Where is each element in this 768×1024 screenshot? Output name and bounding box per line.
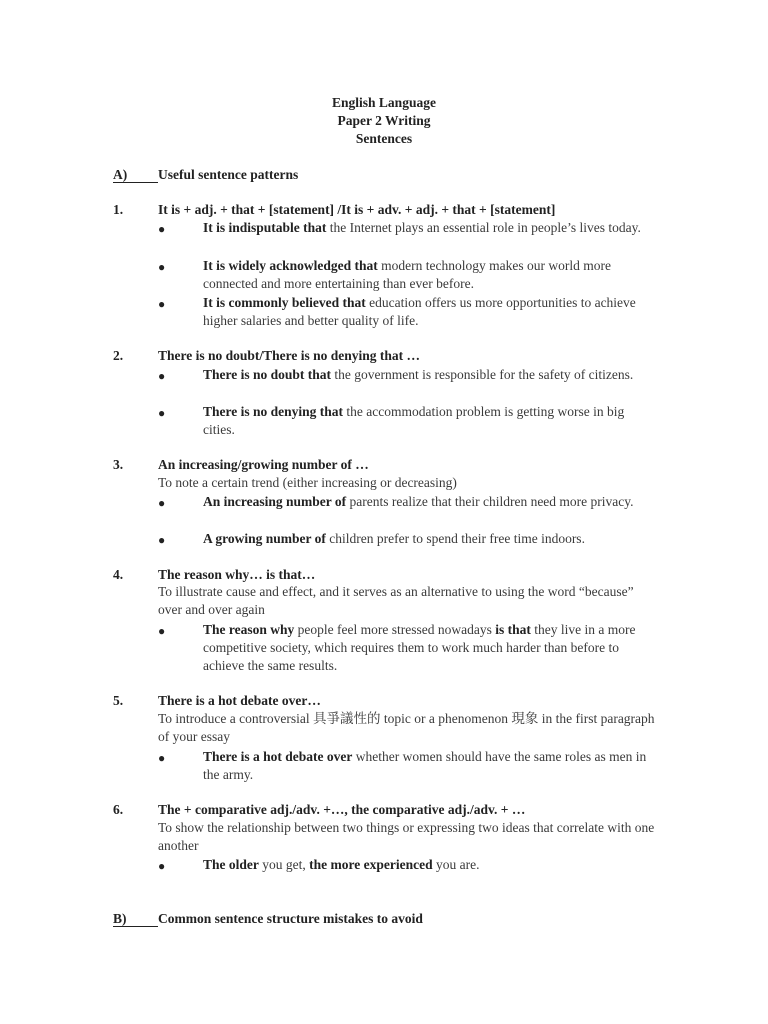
bullet-icon: ●: [158, 624, 166, 638]
item-heading: It is + adj. + that + [statement] /It is + adv. + adj. + that + [statement]: [158, 202, 556, 217]
section-b-underline: [113, 926, 158, 927]
item-number: 5.: [113, 693, 124, 708]
example-key-phrase: There is no doubt that: [203, 367, 332, 382]
example-key-phrase: A growing number of: [203, 531, 326, 546]
example-rest: children prefer to spend their free time indoors.: [325, 531, 585, 546]
example-sentence: [203, 748, 658, 784]
example-rest: modern technology makes our world more connected and more entertaining than ever before.: [203, 258, 611, 291]
section-a-title: Useful sentence patterns: [158, 167, 299, 182]
example-rest: you get,: [258, 857, 310, 872]
example-rest-2: you are.: [432, 857, 480, 872]
item-heading: There is no doubt/There is no denying that …: [158, 348, 421, 363]
example-sentence: [203, 294, 658, 330]
example-key-phrase: It is widely acknowledged that: [203, 258, 378, 273]
title-paper: Paper 2 Writing: [337, 113, 431, 128]
item-number: 2.: [113, 348, 124, 363]
section-b-title: Common sentence structure mistakes to avoid: [158, 911, 423, 926]
bullet-icon: ●: [158, 369, 166, 383]
bullet-icon: ●: [158, 406, 166, 420]
example-key-phrase-2: is that: [495, 622, 531, 637]
bullet-icon: ●: [158, 297, 166, 311]
example-rest-2: they live in a more competitive society, which requires them to work much harder than before to achieve the same results.: [203, 622, 636, 673]
example-sentence: [203, 621, 658, 675]
item-number: 3.: [113, 457, 124, 472]
example-key-phrase: It is commonly believed that: [203, 295, 366, 310]
example-sentence: [203, 530, 658, 548]
item-description: To introduce a controversial 具爭議性的 topic or a phenomenon 現象 in the first paragraph of your essay: [158, 711, 655, 744]
item-description: To note a certain trend (either increasing or decreasing): [158, 475, 457, 490]
section-b-letter: B): [113, 911, 127, 926]
bullet-icon: ●: [158, 859, 166, 873]
bullet-icon: ●: [158, 533, 166, 547]
example-rest: parents realize that their children need more privacy.: [346, 494, 634, 509]
example-rest: the Internet plays an essential role in people’s lives today.: [326, 220, 641, 235]
item-description: To illustrate cause and effect, and it serves as an alternative to using the word “because” over and over again: [158, 584, 634, 617]
title-subject: English Language: [332, 95, 436, 110]
item-description: To show the relationship between two things or expressing two ideas that correlate with one another: [158, 820, 655, 853]
title-topic: Sentences: [355, 131, 413, 146]
example-rest: people feel more stressed nowadays: [294, 622, 496, 637]
example-rest: the government is responsible for the safety of citizens.: [331, 367, 634, 382]
bullet-icon: ●: [158, 222, 166, 236]
item-heading: The reason why… is that…: [158, 567, 316, 582]
bullet-icon: ●: [158, 496, 166, 510]
document-title: [0, 94, 768, 148]
example-rest: whether women should have the same roles as men in the army.: [203, 749, 647, 782]
example-key-phrase-2: the more experienced: [309, 857, 433, 872]
item-number: 1.: [113, 202, 124, 217]
item-heading: There is a hot debate over…: [158, 693, 321, 708]
section-a-letter: A): [113, 167, 128, 182]
item-heading: An increasing/growing number of …: [158, 457, 369, 472]
example-sentence: [203, 403, 658, 439]
example-rest: the accommodation problem is getting worse in big cities.: [203, 404, 625, 437]
example-key-phrase: There is a hot debate over: [203, 749, 353, 764]
item-number: 4.: [113, 567, 124, 582]
example-sentence: [203, 493, 658, 511]
item-number: 6.: [113, 802, 124, 817]
bullet-icon: ●: [158, 260, 166, 274]
example-key-phrase: An increasing number of: [203, 494, 347, 509]
example-key-phrase: The reason why: [203, 622, 295, 637]
example-sentence: [203, 366, 658, 384]
bullet-icon: ●: [158, 751, 166, 765]
example-key-phrase: The older: [203, 857, 259, 872]
example-key-phrase: There is no denying that: [203, 404, 344, 419]
example-sentence: [203, 219, 658, 237]
example-rest: education offers us more opportunities to achieve higher salaries and better quality of life.: [203, 295, 636, 328]
example-key-phrase: It is indisputable that: [203, 220, 327, 235]
section-a-underline: [113, 182, 158, 183]
example-sentence: [203, 856, 658, 874]
example-sentence: [203, 257, 658, 293]
item-heading: The + comparative adj./adv. +…, the comparative adj./adv. + …: [158, 802, 526, 817]
